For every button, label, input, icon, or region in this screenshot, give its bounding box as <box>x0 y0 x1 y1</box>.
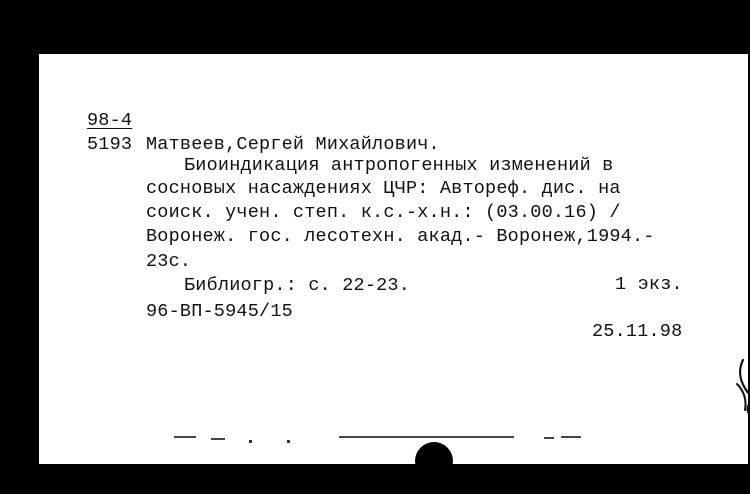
scan-artifact <box>544 437 554 439</box>
entry-date: 25.11.98 <box>592 321 683 342</box>
bibliography-note: Библиогр.: с. 22-23. <box>184 275 411 296</box>
title-line-2: сосновых насаждениях ЦЧР: Автореф. дис. на <box>146 178 621 199</box>
scan-artifact <box>339 436 514 438</box>
card-punch-hole <box>415 442 453 480</box>
title-line-3: соиск. учен. степ. к.с.-х.н.: (03.00.16) / <box>146 202 621 223</box>
scan-artifact <box>211 438 225 440</box>
title-line-1: Биоиндикация антропогенных изменений в <box>184 155 614 176</box>
card-number: 5193 <box>87 134 133 155</box>
scan-artifact <box>249 440 252 443</box>
title-line-4: Воронеж. гос. лесотехн. акад.- Воронеж,1994.- <box>146 226 655 247</box>
scan-artifact <box>174 436 196 438</box>
author-heading: Матвеев,Сергей Михайлович. <box>146 134 440 155</box>
registration-code: 96-ВП-5945/15 <box>146 301 293 322</box>
copies-count: 1 экз. <box>615 274 683 295</box>
shelf-mark: 98-4 <box>87 110 133 131</box>
scan-artifact <box>287 440 290 443</box>
title-line-5: 23с. <box>146 251 192 272</box>
catalog-card <box>39 54 748 464</box>
handwritten-signature <box>733 354 750 418</box>
scan-artifact <box>561 436 581 438</box>
